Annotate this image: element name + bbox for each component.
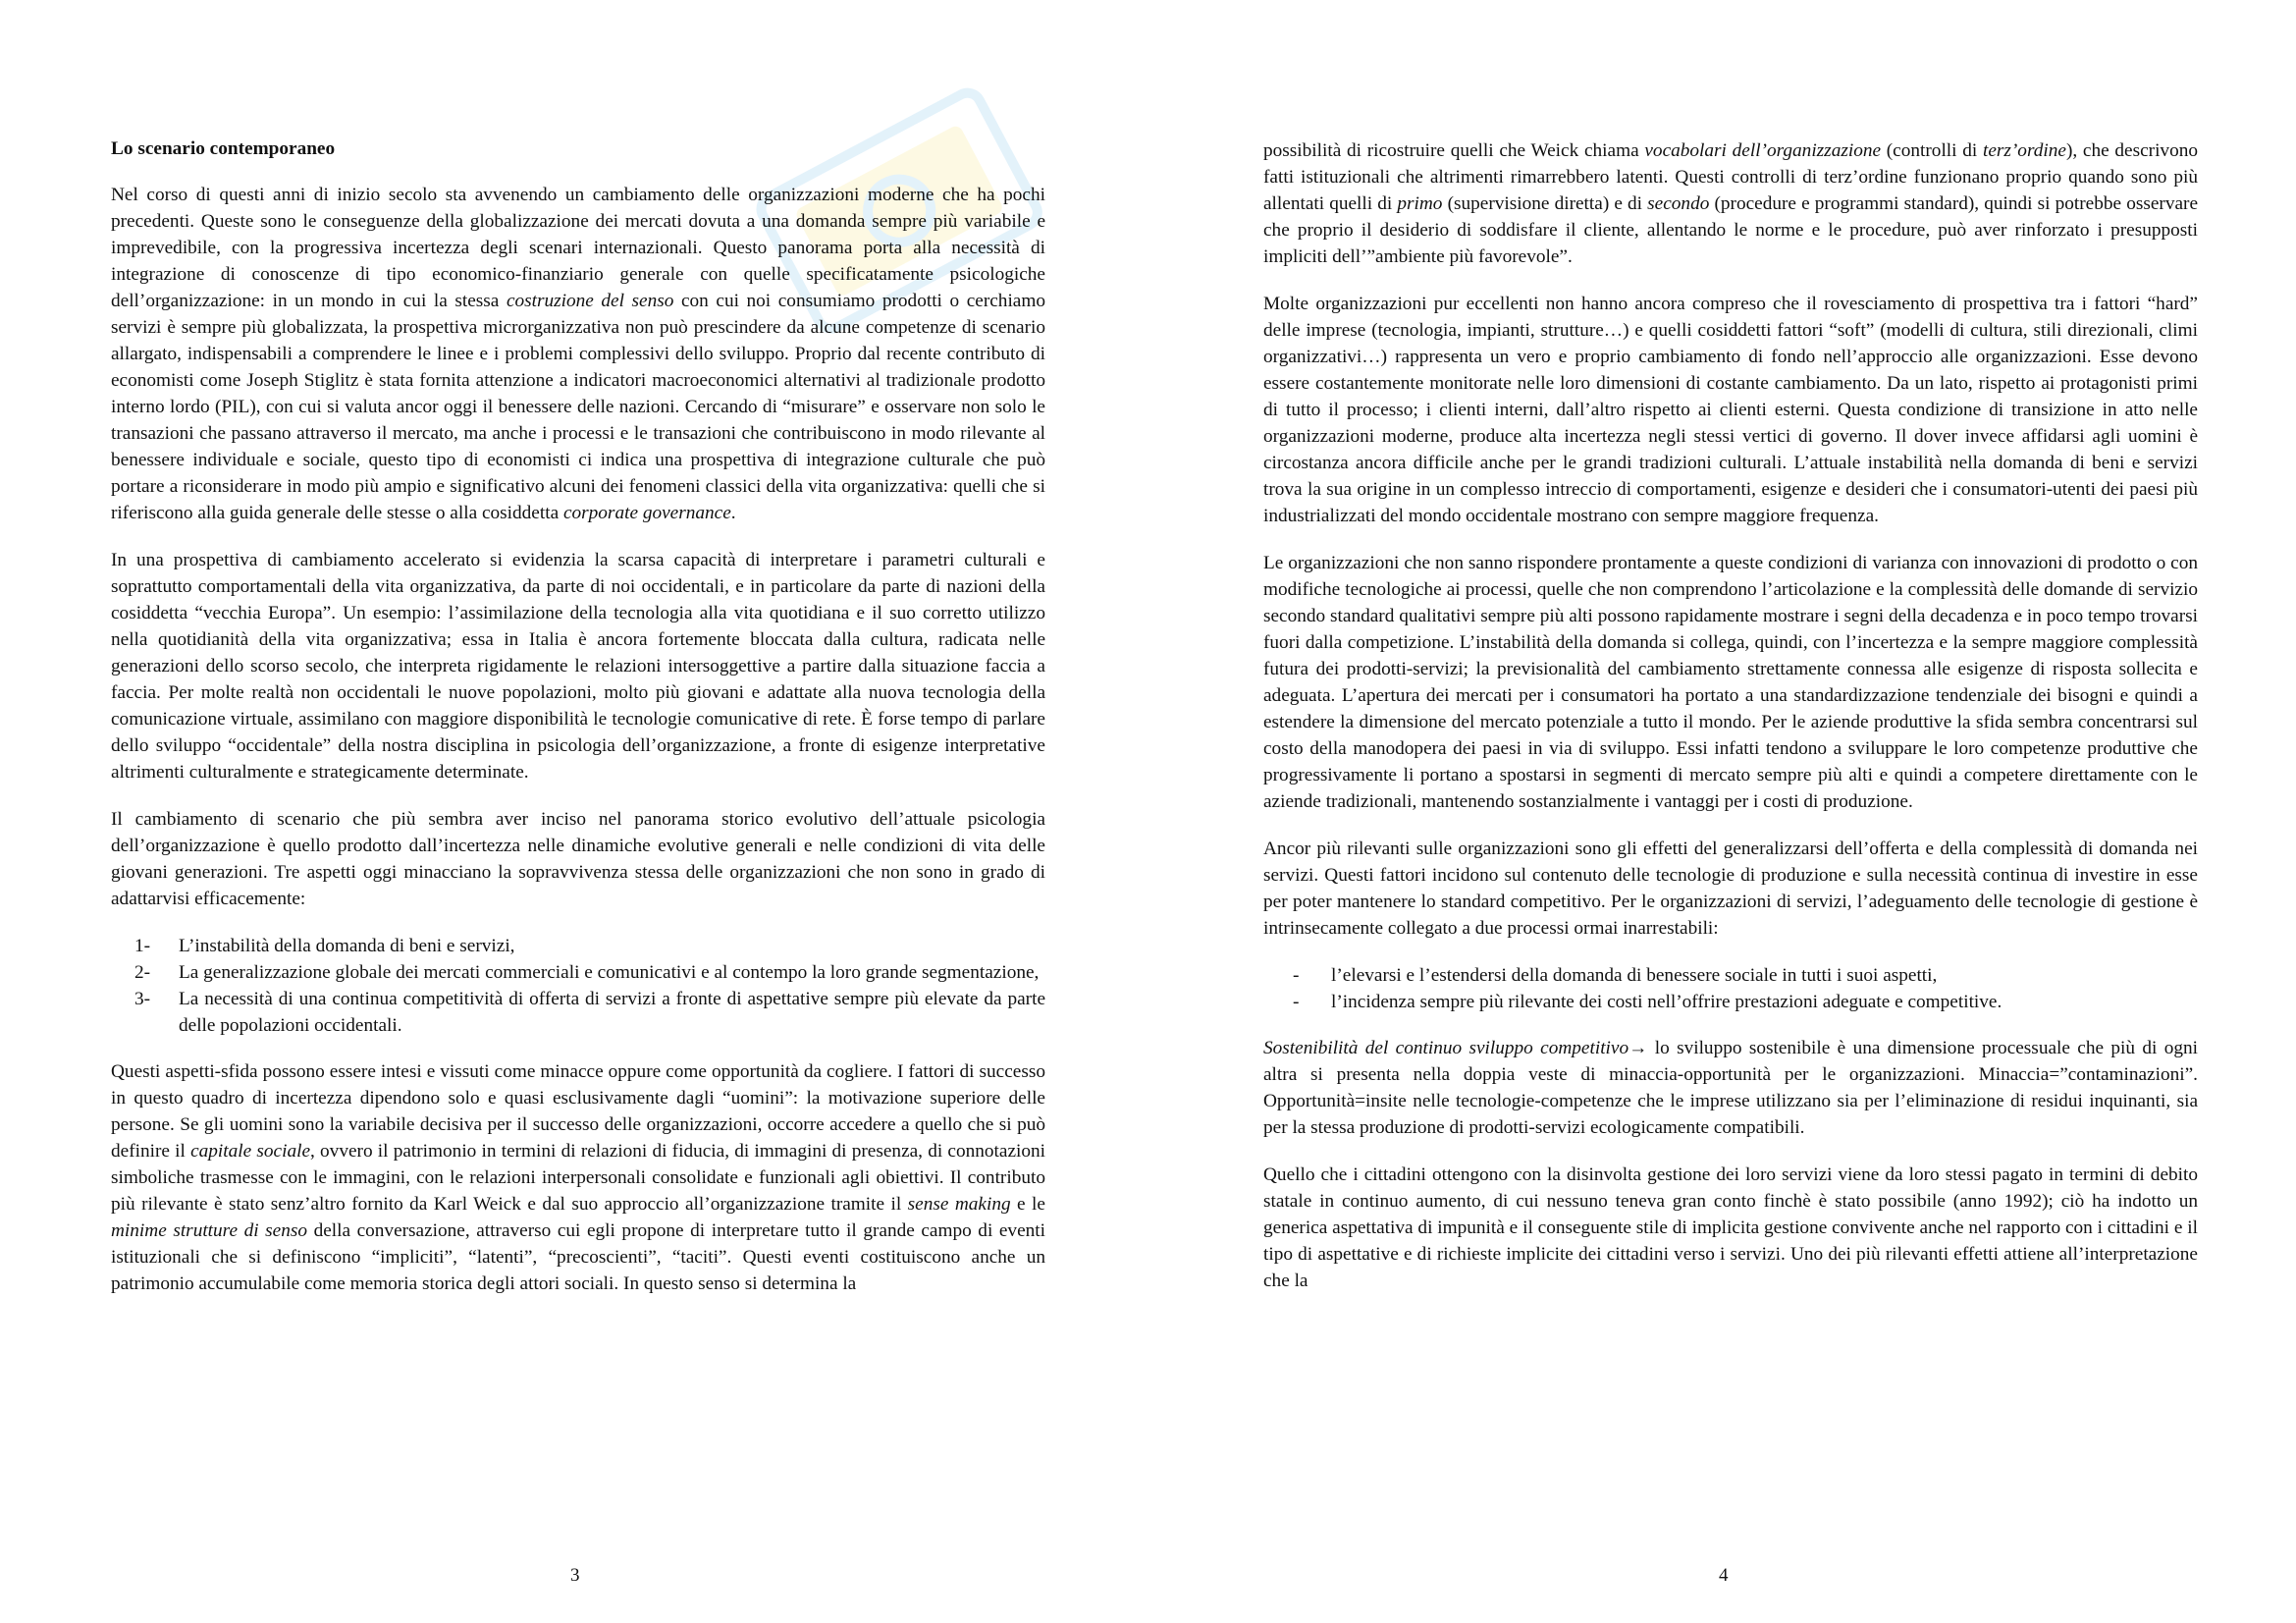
paragraph [111,806,1045,912]
list-marker: 3- [134,989,151,1009]
italic-text: sense making [907,1194,1011,1215]
page-number: 3 [570,1565,580,1586]
numbered-list [111,933,1045,1039]
text-run: Ancor più rilevanti sulle organizzazioni sono gli effetti del generalizzarsi dell’offerta e della complessità di domanda nei servizi. Questi fattori incidono sul contenuto delle tecnologie di produzione e sulla necessità continua di investire in esse per poter mantenere lo standard competitivo. Per le organizzazioni di servizi, l’adeguamento delle tecnologie di gestione è intrinsecamente collegato a due processi ormai inarrestabili: [1263,839,2198,939]
paragraph [1263,1035,2198,1141]
italic-text: Sostenibilità del continuo sviluppo competitivo [1263,1038,1629,1058]
text-run: Nel corso di questi anni di inizio secolo sta avvenendo un cambiamento delle organizzazioni moderne che ha pochi precedenti. Queste sono le conseguenze della globalizzazione dei mercati dovuta a una domanda sempre più variabile e imprevedibile, con la progressiva incertezza degli scenari internazionali. Questo panorama porta alla necessità di integrazione di conoscenze di tipo economico-finanziario generale con quelle specificatamente psicologiche dell’organizzazione: in un mondo in cui la stessa [111,185,1045,311]
italic-text: capitale sociale [190,1141,311,1162]
paragraph [1263,550,2198,815]
text-run: con cui noi consumiamo prodotti o cerchiamo servizi è sempre più globalizzata, la prospettiva microrganizzativa non può prescindere da alcune competenze di scenario allargato, indispensabili a comprendere le linee e i problemi complessivi dello sviluppo. Proprio dal recente contributo di economisti come Joseph Stiglitz è stata fornita attenzione a indicatori macroeconomici alternativi al tradizionale prodotto interno lordo (PIL), con cui si valuta ancor oggi il benessere delle nazioni. Cercando di “misurare” e osservare non solo le transazioni che passano attraverso il mercato, ma anche i processi e le transazioni che contribuiscono in modo rilevante al benessere individuale e sociale, questo tipo di economisti ci indica una prospettiva di integrazione culturale che può portare a riconsiderare in modo più ampio e significativo alcuni dei fenomeni classici della vita organizzativa: quelli che si riferiscono alla guida generale delle stesse o alla cosiddetta [111,291,1045,523]
text-run: (controlli di [1881,140,1983,161]
paragraph [1263,1162,2198,1294]
page-number: 4 [1719,1565,1729,1586]
list-item-text: La necessità di una continua competitività di offerta di servizi a fronte di aspettative sempre più elevate da parte delle popolazioni occidentali. [179,989,1045,1036]
text-column [111,135,1045,1318]
italic-text: secondo [1647,193,1710,214]
text-run: , ovvero il patrimonio in termini di relazioni di fiducia, di immagini di presenza, di connotazioni simboliche trasmesse con le immagini, con le relazioni interpersonali consolidate e funzionali agli obiettivi. Il contributo più rilevante è stato senz’altro fornito da Karl Weick e dal suo approccio all’organizzazione tramite il [111,1141,1045,1215]
paragraph [1263,836,2198,942]
italic-text: vocabolari dell’organizzazione [1644,140,1882,161]
italic-text: minime strutture di senso [111,1220,307,1241]
text-run: ), che descrivono fatti istituzionali che altrimenti rimarrebbero latenti. Questi controlli di terz’ordine funzionano proprio quando sono più allentati quelli di [1263,140,2198,214]
text-run: Il cambiamento di scenario che più sembra aver inciso nel panorama storico evolutivo dell’attuale psicologia dell’organizzazione è quello prodotto dall’incertezza nelle dinamiche evolutive generali e nelle condizioni di vita delle giovani generazioni. Tre aspetti oggi minacciano la sopravvivenza stessa delle organizzazioni che non sono in grado di adattarvisi efficacemente: [111,809,1045,909]
text-run: Le organizzazioni che non sanno rispondere prontamente a queste condizioni di varianza con innovazioni di prodotto o con modifiche tecnologiche ai processi, quelle che non comprendono l’articolazione e la complessità delle domande di servizio secondo standard qualitativi sempre più alti possono rapidamente mostrare i segni della decadenza e in poco tempo trovarsi fuori dalla competizione. L’instabilità della domanda si collega, quindi, con l’incertezza e la sempre maggiore complessità futura dei prodotti-servizi; la previsionalità del cambiamento strettamente connessa alle esigenze di risposta sollecita e adeguata. L’apertura dei mercati per i consumatori ha portato a una standardizzazione tendenziale dei bisogni e quindi a estendere la dimensione del mercato potenziale a tutto il mondo. Per le aziende produttive la sfida sembra concentrarsi sul costo della manodopera dei paesi in via di sviluppo. Essi infatti tendono a sviluppare le loro competenze produttive che progressivamente li portano a spostarsi in segmenti di mercato sempre più alti e quindi a competere direttamente con le aziende tradizionali, mantenendo sostanzialmente i vantaggi per i costi di produzione. [1263,553,2198,812]
text-run: → lo sviluppo sostenibile è una dimensione processuale che più di ogni altra si presenta nella doppia veste di minaccia-opportunità per le organizzazioni. Minaccia=”contaminazioni”. Opportunità=insite nelle tecnologie-competenze che le imprese utilizzano sia per l’eliminazione di residui inquinanti, sia per la stessa produzione di prodotti-servizi ecologicamente compatibili. [1263,1038,2198,1138]
italic-text: corporate governance [562,503,731,523]
text-run: Quello che i cittadini ottengono con la disinvolta gestione dei loro servizi viene da loro stessi pagato in termini di debito statale in continuo aumento, di cui nessuno teneva gran conto finchè è stato possibile (anno 1992); ciò ha indotto un generica aspettativa di impunità e il conseguente stile di implicita gestione convivente anche nel rapporto con i cittadini e il tipo di aspettative e di richieste implicite dei cittadini verso i servizi. Uno dei più rilevanti effetti attiene all’interpretazione che la [1263,1164,2198,1291]
list-item [1263,962,2198,989]
text-run: (supervisione diretta) e di [1442,193,1648,214]
list-item [111,959,1045,986]
list-item [111,933,1045,959]
list-marker: 2- [134,962,151,983]
list-marker: 1- [134,936,151,956]
list-item [111,986,1045,1039]
paragraph [111,182,1045,526]
list-marker: - [1293,992,1300,1012]
text-run: Questi aspetti-sfida possono essere intesi e vissuti come minacce oppure come opportunità da cogliere. I fattori di successo in questo quadro di incertezza dipendono solo e quasi esclusivamente dagli “uomini”: la motivazione superiore delle persone. Se gli uomini sono la variabile decisiva per il successo delle organizzazioni, occorre accedere a quello che si può definire il [111,1061,1045,1162]
italic-text: costruzione del senso [506,291,674,311]
bullet-list [1263,962,2198,1015]
text-run: In una prospettiva di cambiamento accelerato si evidenzia la scarsa capacità di interpretare i parametri culturali e soprattutto comportamentali della vita organizzativa, da parte di noi occidentali, e in particolare da parte di nazioni della cosiddetta “vecchia Europa”. Un esempio: l’assimilazione della tecnologia alla vita quotidiana e il suo corretto utilizzo nella quotidianità della vita organizzativa; essa in Italia è ancora fortemente bloccata dalla cultura, radicata nelle generazioni dello scorso secolo, che interpreta rigidamente le relazioni intersoggettive a partire dalla situazione faccia a faccia. Per molte realtà non occidentali le nuove popolazioni, molto più giovani e adattate alla nuova tecnologia della comunicazione virtuale, assimilano con maggiore disponibilità le tecnologie comunicative di rete. È forse tempo di parlare dello sviluppo “occidentale” della nostra disciplina in psicologia dell’organizzazione, a fronte di esigenze interpretative altrimenti culturalmente e strategicamente determinate. [111,550,1045,783]
text-run: e le [1010,1194,1045,1215]
text-run: Molte organizzazioni pur eccellenti non hanno ancora compreso che il rovesciamento di prospettiva tra i fattori “hard” delle imprese (tecnologia, impianti, strutture…) e quelli cosiddetti fattori “soft” (modelli di cultura, stili direzionali, climi organizzativi…) rappresenta un vero e proprio cambiamento di fondo nell’approccio alle organizzazioni. Esse devono essere costantemente monitorate nelle loro dimensioni di costante cambiamento. Da un lato, rispetto ai protagonisti primi di tutto il processo; i clienti interni, dall’altro rispetto ai clienti esterni. Questa condizione di transizione in atto nelle organizzazioni moderne, produce alta incertezza negli stessi vertici di governo. Il dover invece affidarsi agli uomini è circostanza ancora difficile anche per le grandi tradizioni culturali. L’attuale instabilità nella domanda di beni e servizi trova la sua origine in un complesso intreccio di comportamenti, esigenze e desideri che i consumatori-utenti dei paesi più industrializzati del mondo occidentale mostrano con sempre maggiore frequenza. [1263,294,2198,526]
list-item-text: La generalizzazione globale dei mercati commerciali e comunicativi e al contempo la loro grande segmentazione, [179,962,1040,983]
text-run: . [730,503,736,523]
paragraph [111,1058,1045,1297]
paragraph [1263,137,2198,270]
italic-text: primo [1397,193,1443,214]
list-item-text: l’incidenza sempre più rilevante dei costi nell’offrire prestazioni adeguate e competitive. [1331,992,2002,1012]
italic-text: terz’ordine [1982,140,2066,161]
text-column [1263,137,2198,1315]
list-item-text: L’instabilità della domanda di beni e servizi, [179,936,515,956]
list-item-text: l’elevarsi e l’estendersi della domanda di benessere sociale in tutti i suoi aspetti, [1331,965,1938,986]
list-item [1263,989,2198,1015]
text-run: (procedure e programmi standard), quindi si potrebbe osservare che proprio il desiderio di soddisfare il cliente, allentando le norme e le procedure, può aver rinforzato i presupposti impliciti dell’”ambiente più favorevole”. [1263,193,2199,267]
section-heading: Lo scenario contemporaneo [111,138,336,159]
page-right [1148,0,2296,1623]
paragraph [1263,291,2198,529]
paragraph [111,547,1045,785]
text-run: della conversazione, attraverso cui egli propone di interpretare tutto il grande campo di eventi istituzionali che si definiscono “impliciti”, “latenti”, “precoscienti”, “taciti”. Questi eventi costituiscono anche un patrimonio accumulabile come memoria storica degli attori sociali. In questo senso si determina la [111,1220,1045,1294]
text-run: possibilità di ricostruire quelli che Weick chiama [1263,140,1645,161]
list-marker: - [1293,965,1300,986]
